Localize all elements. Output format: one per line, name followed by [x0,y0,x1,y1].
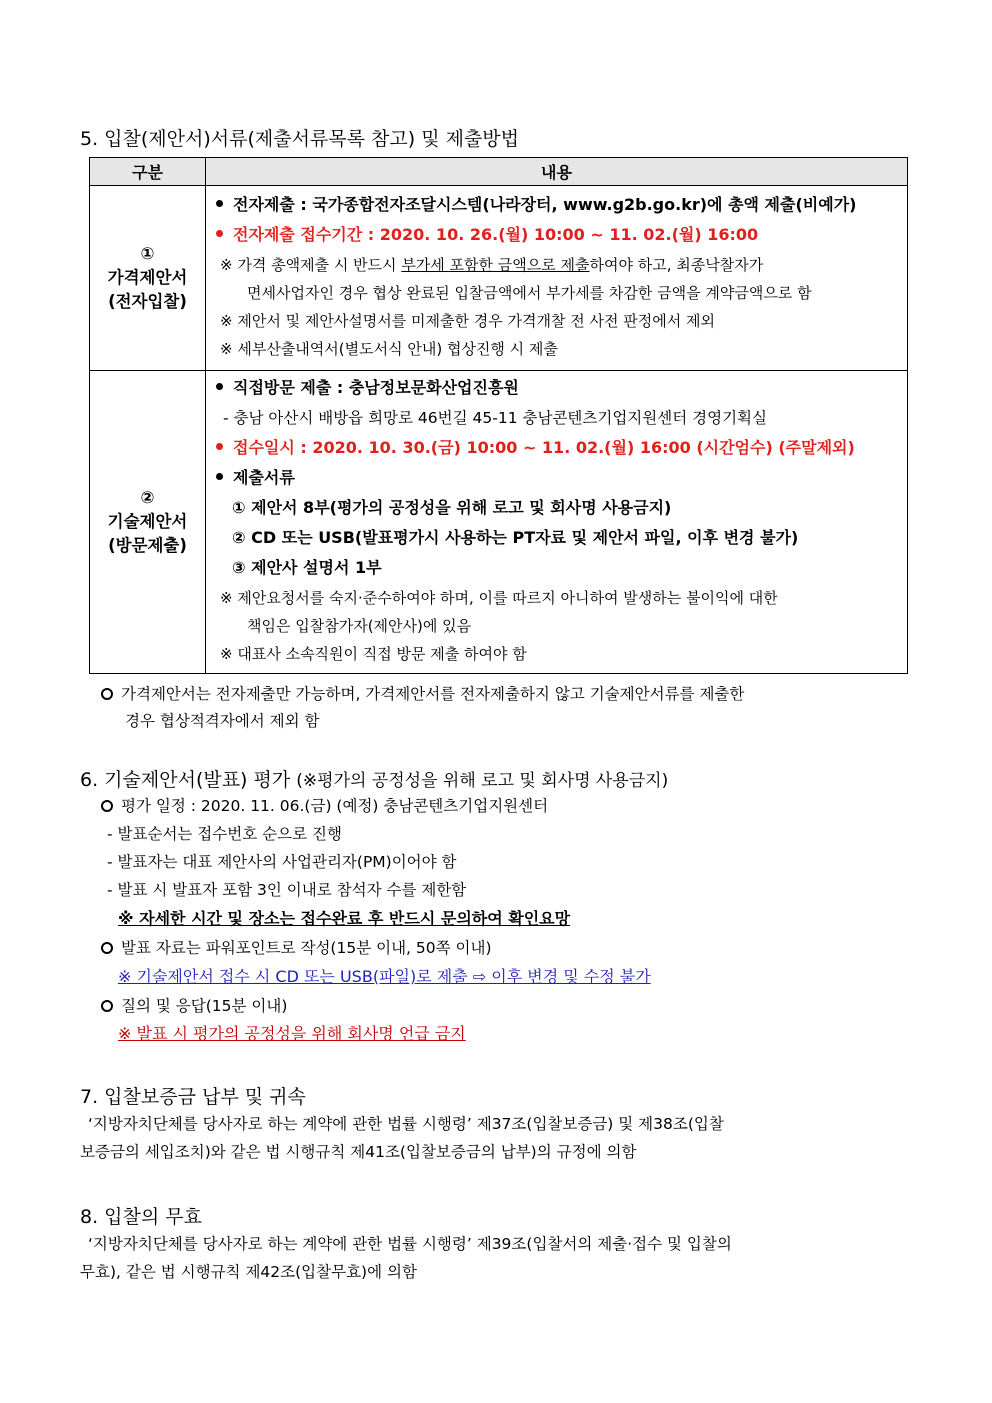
category-cell-tech [90,371,206,674]
notice-contact: ※ 자세한 시간 및 장소는 접수완료 후 반드시 문의하여 확인요망 [118,909,571,928]
bullet-icon [216,443,223,450]
bullet-icon [216,230,223,237]
list-item: 접수일시 : 2020. 10. 30.(금) 10:00 ~ 11. 02.(월) 16:00 (시간엄수) (주말제외) [216,437,855,459]
list-item: ③ 제안사 설명서 1부 [232,558,382,577]
paragraph: 보증금의 세입조치)와 같은 법 시행규칙 제41조(입찰보증금의 납부)의 규정에 의함 [80,1143,637,1161]
list-item: ※ 가격 총액제출 시 반드시 부가세 포함한 금액으로 제출하여야 하고, 최종낙찰자가 [220,256,764,274]
category-name: 기술제안서 [107,512,188,531]
section-5-title: 5. 입찰(제안서)서류(제출서류목록 참고) 및 제출방법 [80,128,520,150]
content-cell-price [206,186,908,371]
list-item: 전자제출 : 국가종합전자조달시스템(나라장터, www.g2b.go.kr)에 총액 제출(비예가) [216,194,856,216]
category-number: ① [140,244,155,263]
table-row [90,371,908,674]
list-item: 발표 자료는 파워포인트로 작성(15분 이내, 50쪽 이내) [101,937,492,959]
list-item: 평가 일정 : 2020. 11. 06.(금) (예정) 충남콘텐츠기업지원센터 [101,795,548,817]
bullet-icon [216,383,223,390]
list-item: 면세사업자인 경우 협상 완료된 입찰금액에서 부가세를 차감한 금액을 계약금액으로 함 [247,284,812,302]
list-item: - 충남 아산시 배방읍 희망로 46번길 45-11 충남콘텐츠기업지원센터 경영기획실 [223,409,767,427]
notice-file-submit: ※ 기술제안서 접수 시 CD 또는 USB(파일)로 제출 ⇨ 이후 변경 및 수정 불가 [118,967,651,986]
table-header-row [90,158,908,186]
list-item: ※ 세부산출내역서(별도서식 안내) 협상진행 시 제출 [220,340,558,358]
col-header-content: 내용 [206,158,908,186]
note-price-only-cont: 경우 협상적격자에서 제외 함 [125,712,320,730]
circle-bullet-icon [101,942,113,954]
notice-no-company-name: ※ 발표 시 평가의 공정성을 위해 회사명 언급 금지 [118,1024,466,1043]
circle-bullet-icon [101,1000,113,1012]
circle-bullet-icon [101,688,113,700]
list-item: ② CD 또는 USB(발표평가시 사용하는 PT자료 및 제안서 파일, 이후 변경 불가) [232,528,799,547]
category-sub: (전자입찰) [108,292,187,311]
submission-table [89,157,908,674]
category-name: 가격제안서 [107,268,188,287]
list-item: 직접방문 제출 : 충남정보문화산업진흥원 [216,377,519,399]
category-sub: (방문제출) [108,536,187,555]
list-item: ※ 제안서 및 제안사설명서를 미제출한 경우 가격개찰 전 사전 판정에서 제외 [220,312,715,330]
list-item: ※ 대표사 소속직원이 직접 방문 제출 하여야 함 [220,645,527,663]
list-item: 질의 및 응답(15분 이내) [101,995,287,1017]
table-row [90,186,908,371]
note-price-only: 가격제안서는 전자제출만 가능하며, 가격제안서를 전자제출하지 않고 기술제안서류를 제출한 [101,683,744,705]
paragraph: ‘지방자치단체를 당사자로 하는 계약에 관한 법률 시행령’ 제39조(입찰서의 제출·접수 및 입찰의 [88,1235,732,1253]
list-item: ※ 제안요청서를 숙지·준수하여야 하며, 이를 따르지 아니하여 발생하는 불이익에 대한 [220,589,778,607]
paragraph: 무효), 같은 법 시행규칙 제42조(입찰무효)에 의함 [80,1263,417,1281]
category-number: ② [140,488,155,507]
list-item: ① 제안서 8부(평가의 공정성을 위해 로고 및 회사명 사용금지) [232,498,672,517]
bullet-icon [216,200,223,207]
paragraph: ‘지방자치단체를 당사자로 하는 계약에 관한 법률 시행령’ 제37조(입찰보증금) 및 제38조(입찰 [88,1115,724,1133]
list-item: - 발표 시 발표자 포함 3인 이내로 참석자 수를 제한함 [107,881,467,899]
bullet-icon [216,473,223,480]
list-item: 제출서류 [216,467,295,489]
list-item: - 발표자는 대표 제안사의 사업관리자(PM)이어야 함 [107,853,457,871]
section-6-title: 6. 기술제안서(발표) 평가 (※평가의 공정성을 위해 로고 및 회사명 사용금지) [80,769,669,791]
section-8-title: 8. 입찰의 무효 [80,1206,202,1228]
col-header-category: 구분 [90,158,206,186]
list-item: 책임은 입찰참가자(제안사)에 있음 [247,617,472,635]
list-item: 전자제출 접수기간 : 2020. 10. 26.(월) 10:00 ~ 11. 02.(월) 16:00 [216,224,758,246]
circle-bullet-icon [101,800,113,812]
section-7-title: 7. 입찰보증금 납부 및 귀속 [80,1086,306,1108]
category-cell-price [90,186,206,371]
content-cell-tech [206,371,908,674]
list-item: - 발표순서는 접수번호 순으로 진행 [107,825,342,843]
